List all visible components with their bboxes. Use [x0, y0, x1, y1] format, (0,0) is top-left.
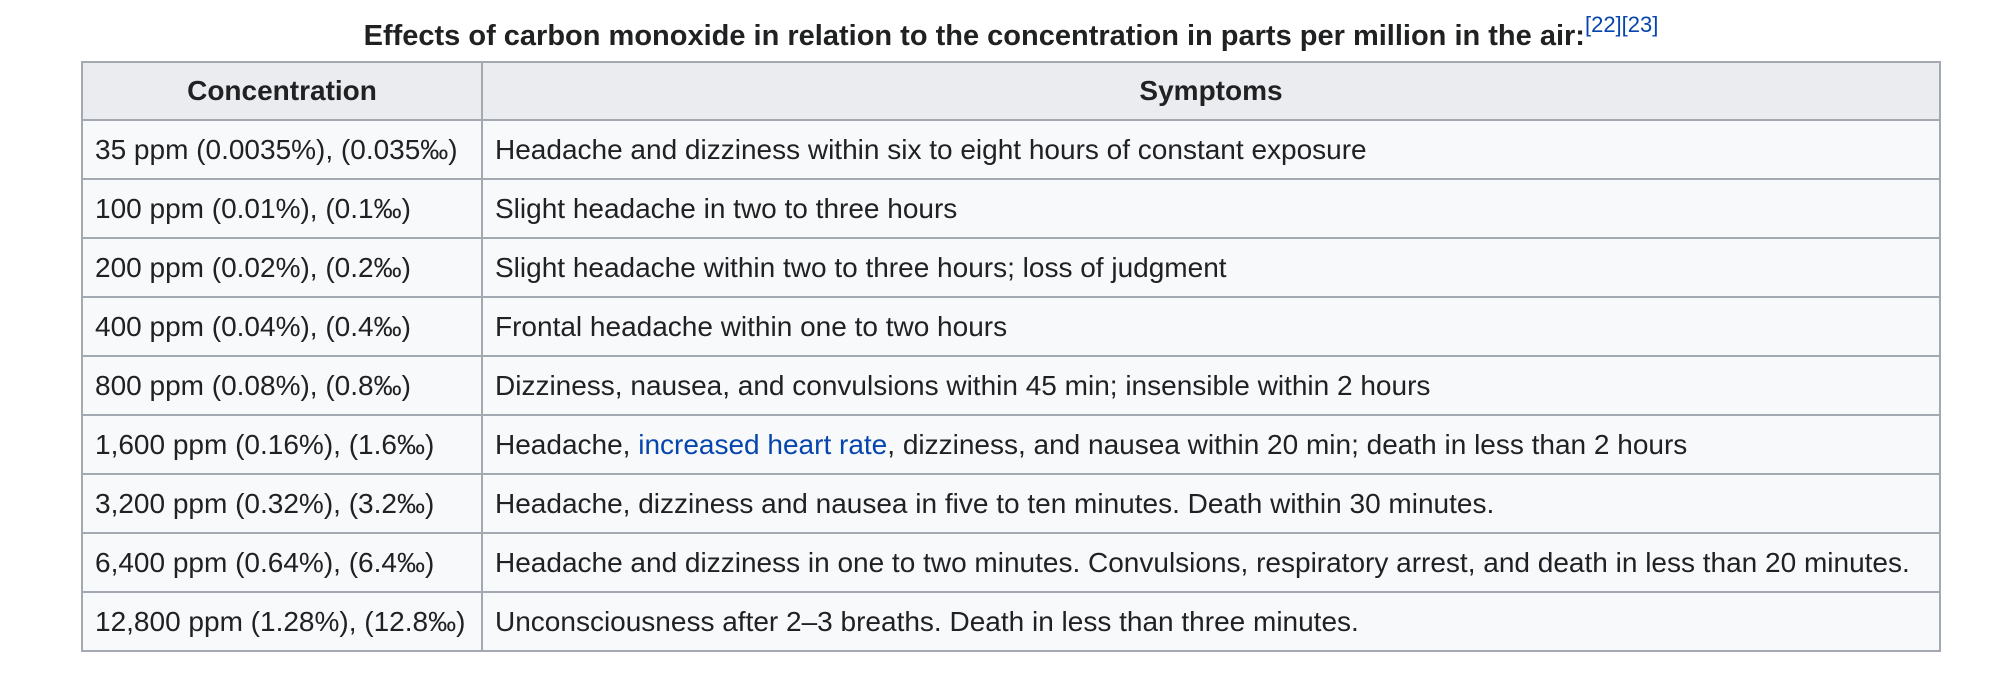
symptoms-cell: Headache, dizziness and nausea in five to ten minutes. Death within 30 minutes.	[482, 474, 1940, 533]
table-row	[82, 592, 1940, 651]
table-row	[82, 356, 1940, 415]
concentration-cell: 6,400 ppm (0.64%), (6.4‰)	[82, 533, 482, 592]
header-symptoms: Symptoms	[482, 62, 1940, 120]
concentration-cell: 12,800 ppm (1.28%), (12.8‰)	[82, 592, 482, 651]
symptoms-cell: Slight headache in two to three hours	[482, 179, 1940, 238]
reference-superscript	[1585, 12, 1658, 37]
table-row	[82, 415, 1940, 474]
header-row	[82, 62, 1940, 120]
symptoms-cell: Headache and dizziness in one to two minutes. Convulsions, respiratory arrest, and death in less than 20 minutes.	[482, 533, 1940, 592]
table-caption	[81, 14, 1941, 58]
concentration-cell: 200 ppm (0.02%), (0.2‰)	[82, 238, 482, 297]
symptoms-text-before: Headache,	[495, 428, 639, 460]
table-row	[82, 120, 1940, 179]
concentration-cell: 100 ppm (0.01%), (0.1‰)	[82, 179, 482, 238]
concentration-cell: 800 ppm (0.08%), (0.8‰)	[82, 356, 482, 415]
symptoms-cell: Frontal headache within one to two hours	[482, 297, 1940, 356]
symptoms-cell	[482, 415, 1940, 474]
table-row	[82, 474, 1940, 533]
table-row	[82, 238, 1940, 297]
concentration-cell: 35 ppm (0.0035%), (0.035‰)	[82, 120, 482, 179]
concentration-cell: 3,200 ppm (0.32%), (3.2‰)	[82, 474, 482, 533]
symptoms-text-after: , dizziness, and nausea within 20 min; death in less than 2 hours	[887, 428, 1688, 460]
symptoms-cell: Headache and dizziness within six to eight hours of constant exposure	[482, 120, 1940, 179]
symptoms-cell: Unconsciousness after 2–3 breaths. Death in less than three minutes.	[482, 592, 1940, 651]
reference-link-23[interactable]: [23]	[1621, 12, 1659, 37]
increased-heart-rate-link[interactable]: increased heart rate	[638, 428, 888, 460]
symptoms-cell: Dizziness, nausea, and convulsions within 45 min; insensible within 2 hours	[482, 356, 1940, 415]
co-effects-table	[81, 61, 1941, 652]
table-row	[82, 179, 1940, 238]
concentration-cell: 400 ppm (0.04%), (0.4‰)	[82, 297, 482, 356]
concentration-cell: 1,600 ppm (0.16%), (1.6‰)	[82, 415, 482, 474]
table-row	[82, 533, 1940, 592]
caption-text: Effects of carbon monoxide in relation to the concentration in parts per million in the air:	[363, 20, 1585, 52]
header-concentration: Concentration	[82, 62, 482, 120]
reference-link-22[interactable]: [22]	[1584, 12, 1622, 37]
symptoms-cell: Slight headache within two to three hours; loss of judgment	[482, 238, 1940, 297]
table-row	[82, 297, 1940, 356]
